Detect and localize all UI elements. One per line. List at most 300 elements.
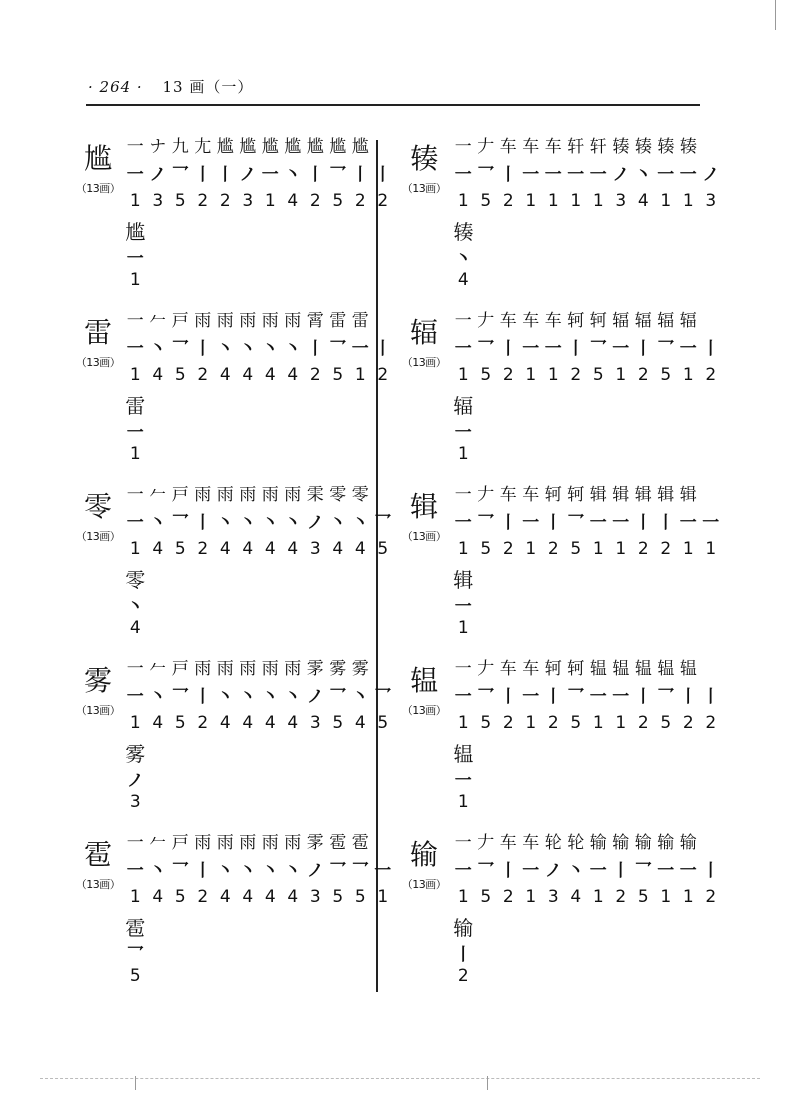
progression-glyph: 一 — [126, 311, 144, 331]
stroke-number: 4 — [219, 365, 231, 385]
stroke-number: 5 — [332, 191, 344, 211]
progression-glyph: 车 — [522, 659, 540, 679]
stroke-number: 1 — [129, 539, 141, 559]
stroke-number: 4 — [354, 713, 366, 733]
stroke-shape: 一 — [454, 687, 472, 707]
stroke-shape-row — [124, 860, 394, 882]
stroke-number: 5 — [570, 713, 582, 733]
stroke-progression-row — [124, 310, 372, 332]
stroke-number: 2 — [547, 713, 559, 733]
continuation-number: 4 — [129, 618, 141, 638]
stroke-shape: 丨 — [634, 339, 652, 359]
progression-glyph: 雨 — [284, 311, 302, 331]
progression-glyph: 辏 — [657, 137, 675, 157]
stroke-shape: 一 — [522, 861, 540, 881]
stroke-shape-row — [124, 686, 394, 708]
stroke-number: 5 — [174, 539, 186, 559]
stroke-count-note: （13画） — [75, 530, 121, 543]
stroke-number-row — [452, 190, 722, 212]
stroke-number: 4 — [152, 713, 164, 733]
stroke-shape: 一 — [126, 165, 144, 185]
stroke-shape: 丶 — [351, 687, 369, 707]
scan-mark — [775, 0, 776, 30]
progression-glyph: 戸 — [171, 311, 189, 331]
stroke-number: 1 — [525, 887, 537, 907]
progression-glyph: 雾 — [351, 659, 369, 679]
progression-glyph: 雹 — [351, 833, 369, 853]
stroke-number: 1 — [615, 365, 627, 385]
progression-glyph: ナ — [149, 137, 167, 157]
stroke-number: 2 — [615, 887, 627, 907]
page-number: · 264 · — [88, 78, 143, 96]
progression-glyph: 轩 — [589, 137, 607, 157]
continuation-char: 辐 — [453, 394, 474, 418]
progression-glyph: 一 — [126, 833, 144, 853]
progression-glyph: 九 — [171, 137, 189, 157]
stroke-shape: 乛 — [374, 513, 392, 533]
headword-char: 零 — [83, 490, 112, 523]
stroke-shape: 丶 — [216, 339, 234, 359]
stroke-shape: 一 — [679, 165, 697, 185]
stroke-shape-row — [452, 338, 722, 360]
stroke-shape: ノ — [306, 861, 324, 881]
stroke-shape: 丶 — [261, 861, 279, 881]
progression-glyph: 尴 — [261, 137, 279, 157]
stroke-shape: 一 — [679, 513, 697, 533]
stroke-shape: 乛 — [171, 687, 189, 707]
stroke-number: 2 — [354, 191, 366, 211]
stroke-number-row — [452, 364, 722, 386]
progression-glyph: 霄 — [306, 311, 324, 331]
headword-char: 雾 — [83, 664, 112, 697]
continuation-char: 辑 — [453, 568, 474, 592]
headword-char: 辐 — [409, 316, 438, 349]
stroke-number: 2 — [197, 191, 209, 211]
stroke-number: 4 — [287, 365, 299, 385]
stroke-number: 1 — [705, 539, 717, 559]
stroke-shape: ノ — [306, 513, 324, 533]
stroke-shape: 一 — [612, 339, 630, 359]
progression-glyph: 雨 — [216, 485, 234, 505]
progression-glyph: 辑 — [679, 485, 697, 505]
headword-char: 雹 — [83, 838, 112, 871]
continuation-number: 1 — [129, 444, 141, 464]
stroke-number: 2 — [705, 713, 717, 733]
progression-glyph: 𠂉 — [149, 485, 167, 505]
progression-glyph: 雨 — [261, 485, 279, 505]
progression-glyph: 轩 — [567, 137, 585, 157]
continuation-number: 1 — [457, 618, 469, 638]
stroke-number: 1 — [547, 365, 559, 385]
progression-glyph: 雨 — [239, 833, 257, 853]
progression-glyph: 雾 — [329, 659, 347, 679]
progression-glyph: 轲 — [567, 659, 585, 679]
progression-glyph: 戸 — [171, 659, 189, 679]
progression-glyph: 零 — [329, 485, 347, 505]
stroke-number: 2 — [197, 539, 209, 559]
stroke-number: 1 — [457, 539, 469, 559]
stroke-number: 4 — [264, 539, 276, 559]
stroke-shape: 乛 — [329, 861, 347, 881]
stroke-shape-row — [124, 164, 394, 186]
progression-glyph: 辒 — [634, 659, 652, 679]
scan-mark — [487, 1076, 488, 1090]
stroke-number: 5 — [174, 887, 186, 907]
stroke-shape: 一 — [522, 513, 540, 533]
progression-glyph: 车 — [499, 833, 517, 853]
progression-glyph: 𠂉 — [149, 659, 167, 679]
stroke-number: 4 — [264, 365, 276, 385]
continuation-char: 辒 — [453, 742, 474, 766]
stroke-number: 5 — [592, 365, 604, 385]
stroke-shape: ノ — [544, 861, 562, 881]
headword-char: 辏 — [409, 142, 438, 175]
stroke-shape: 丨 — [634, 513, 652, 533]
stroke-shape: ノ — [702, 165, 720, 185]
stroke-shape: 一 — [702, 513, 720, 533]
stroke-shape: 乛 — [477, 513, 495, 533]
stroke-number: 1 — [129, 191, 141, 211]
stroke-shape: 一 — [454, 513, 472, 533]
stroke-number: 1 — [682, 539, 694, 559]
progression-glyph: 雨 — [194, 311, 212, 331]
progression-glyph: 一 — [126, 659, 144, 679]
progression-glyph: 轮 — [567, 833, 585, 853]
stroke-number: 2 — [309, 365, 321, 385]
stroke-shape: 丨 — [351, 165, 369, 185]
stroke-number: 2 — [502, 539, 514, 559]
stroke-number: 1 — [377, 887, 389, 907]
stroke-shape: 一 — [351, 339, 369, 359]
stroke-shape: 一 — [454, 165, 472, 185]
progression-glyph: 辐 — [612, 311, 630, 331]
stroke-shape: 丶 — [239, 339, 257, 359]
stroke-shape: 丶 — [261, 513, 279, 533]
stroke-shape: 丨 — [194, 861, 212, 881]
progression-glyph: 车 — [544, 137, 562, 157]
progression-glyph: 一 — [454, 833, 472, 853]
stroke-number: 1 — [547, 191, 559, 211]
stroke-number: 1 — [660, 191, 672, 211]
stroke-shape: 乛 — [374, 687, 392, 707]
stroke-shape: 乛 — [567, 687, 585, 707]
stroke-shape: 丶 — [239, 687, 257, 707]
continuation-stroke: 一 — [454, 771, 472, 791]
stroke-shape: 一 — [544, 165, 562, 185]
stroke-number: 1 — [457, 713, 469, 733]
stroke-shape: 一 — [126, 513, 144, 533]
progression-glyph: 辒 — [589, 659, 607, 679]
stroke-shape: 一 — [454, 861, 472, 881]
continuation-number: 2 — [457, 966, 469, 986]
stroke-progression-row — [452, 136, 700, 158]
stroke-shape: 丶 — [567, 861, 585, 881]
stroke-shape: 丨 — [567, 339, 585, 359]
stroke-shape: 乛 — [351, 861, 369, 881]
stroke-number: 2 — [197, 887, 209, 907]
continuation-char: 雷 — [125, 394, 146, 418]
stroke-shape: 一 — [679, 339, 697, 359]
stroke-number: 4 — [242, 713, 254, 733]
stroke-number: 2 — [660, 539, 672, 559]
progression-glyph: 雬 — [306, 485, 324, 505]
stroke-shape: 丶 — [239, 513, 257, 533]
stroke-shape: 乛 — [477, 165, 495, 185]
progression-glyph: 车 — [499, 659, 517, 679]
progression-glyph: 雨 — [284, 659, 302, 679]
stroke-number: 1 — [592, 191, 604, 211]
stroke-number: 3 — [309, 887, 321, 907]
progression-glyph: 辏 — [612, 137, 630, 157]
stroke-shape: 乛 — [477, 861, 495, 881]
stroke-number: 2 — [547, 539, 559, 559]
stroke-number: 5 — [480, 191, 492, 211]
stroke-number-row — [452, 712, 722, 734]
progression-glyph: 尴 — [329, 137, 347, 157]
stroke-shape: 丶 — [239, 861, 257, 881]
progression-glyph: 𠂇 — [477, 485, 495, 505]
stroke-shape: 丶 — [149, 513, 167, 533]
progression-glyph: 雨 — [194, 833, 212, 853]
header-rule — [86, 104, 700, 106]
progression-glyph: 雨 — [216, 659, 234, 679]
stroke-shape: 一 — [612, 513, 630, 533]
continuation-char: 雾 — [125, 742, 146, 766]
stroke-number: 5 — [332, 887, 344, 907]
stroke-number: 5 — [174, 191, 186, 211]
stroke-progression-row — [452, 658, 700, 680]
stroke-number: 1 — [525, 365, 537, 385]
footer-rule — [40, 1078, 760, 1079]
stroke-shape-row — [452, 512, 722, 534]
stroke-number: 5 — [354, 887, 366, 907]
stroke-number: 4 — [219, 713, 231, 733]
progression-glyph: 雨 — [194, 485, 212, 505]
stroke-count-note: （13画） — [401, 704, 447, 717]
stroke-number: 1 — [457, 887, 469, 907]
stroke-shape: 一 — [522, 687, 540, 707]
continuation-number: 1 — [129, 270, 141, 290]
continuation-stroke: 乛 — [126, 945, 144, 965]
progression-glyph: 雨 — [239, 485, 257, 505]
stroke-number: 4 — [242, 539, 254, 559]
progression-glyph: 一 — [454, 485, 472, 505]
stroke-number: 1 — [682, 887, 694, 907]
stroke-shape: 乛 — [171, 513, 189, 533]
progression-glyph: 车 — [499, 311, 517, 331]
stroke-number: 4 — [152, 365, 164, 385]
continuation-number: 1 — [457, 444, 469, 464]
stroke-shape: 丨 — [306, 339, 324, 359]
stroke-shape: 丨 — [499, 861, 517, 881]
stroke-shape: 一 — [657, 165, 675, 185]
progression-glyph: 车 — [499, 137, 517, 157]
stroke-number-row — [124, 190, 394, 212]
progression-glyph: 尴 — [216, 137, 234, 157]
stroke-number: 1 — [129, 887, 141, 907]
progression-glyph: 雨 — [284, 833, 302, 853]
stroke-number: 1 — [525, 191, 537, 211]
stroke-progression-row — [124, 832, 372, 854]
stroke-number: 4 — [637, 191, 649, 211]
stroke-number: 5 — [332, 713, 344, 733]
stroke-shape: 丨 — [544, 513, 562, 533]
stroke-shape: 丨 — [634, 687, 652, 707]
stroke-number: 5 — [174, 365, 186, 385]
progression-glyph: 输 — [657, 833, 675, 853]
progression-glyph: 辐 — [657, 311, 675, 331]
stroke-shape: 丶 — [329, 513, 347, 533]
progression-glyph: 𠂇 — [477, 833, 495, 853]
continuation-stroke: 一 — [454, 423, 472, 443]
stroke-shape: 丨 — [702, 339, 720, 359]
progression-glyph: 轮 — [544, 833, 562, 853]
stroke-number: 1 — [354, 365, 366, 385]
stroke-number: 5 — [480, 365, 492, 385]
stroke-shape: 乛 — [329, 687, 347, 707]
stroke-number: 1 — [592, 539, 604, 559]
stroke-shape: 丨 — [216, 165, 234, 185]
stroke-shape: 丶 — [149, 687, 167, 707]
stroke-number: 2 — [502, 713, 514, 733]
progression-glyph: 𠂉 — [149, 833, 167, 853]
stroke-number: 2 — [705, 365, 717, 385]
stroke-shape: 丨 — [194, 513, 212, 533]
stroke-shape: 乛 — [657, 687, 675, 707]
stroke-shape: 乛 — [171, 339, 189, 359]
stroke-count-note: （13画） — [401, 182, 447, 195]
stroke-shape: 丨 — [499, 165, 517, 185]
stroke-progression-row — [452, 310, 700, 332]
stroke-shape: 乛 — [171, 861, 189, 881]
stroke-progression-row — [124, 484, 372, 506]
progression-glyph: 辑 — [634, 485, 652, 505]
stroke-number: 1 — [264, 191, 276, 211]
continuation-stroke: ノ — [126, 771, 144, 791]
stroke-shape: 丨 — [679, 687, 697, 707]
stroke-number: 1 — [660, 887, 672, 907]
stroke-shape: ノ — [239, 165, 257, 185]
stroke-shape: 丶 — [284, 687, 302, 707]
stroke-shape: 乛 — [171, 165, 189, 185]
stroke-shape: 一 — [454, 339, 472, 359]
progression-glyph: 雨 — [239, 311, 257, 331]
stroke-number: 4 — [264, 713, 276, 733]
progression-glyph: 雷 — [329, 311, 347, 331]
progression-glyph: 车 — [544, 311, 562, 331]
stroke-number-row — [452, 538, 722, 560]
progression-glyph: 雷 — [351, 311, 369, 331]
continuation-number: 5 — [129, 966, 141, 986]
stroke-number: 1 — [457, 191, 469, 211]
stroke-shape: 丶 — [284, 861, 302, 881]
progression-glyph: 车 — [522, 833, 540, 853]
progression-glyph: 雨 — [194, 659, 212, 679]
stroke-number: 2 — [682, 713, 694, 733]
stroke-number: 1 — [457, 365, 469, 385]
page-header — [88, 76, 253, 97]
stroke-shape: 一 — [522, 339, 540, 359]
stroke-shape: 丨 — [499, 513, 517, 533]
continuation-number: 4 — [457, 270, 469, 290]
stroke-count-note: （13画） — [401, 356, 447, 369]
stroke-number: 3 — [705, 191, 717, 211]
headword-char: 辒 — [409, 664, 438, 697]
stroke-shape: 一 — [589, 861, 607, 881]
stroke-number: 4 — [570, 887, 582, 907]
stroke-number: 3 — [309, 539, 321, 559]
progression-glyph: 雹 — [329, 833, 347, 853]
stroke-number: 5 — [660, 713, 672, 733]
stroke-number: 2 — [502, 365, 514, 385]
progression-glyph: 车 — [522, 137, 540, 157]
stroke-number: 3 — [547, 887, 559, 907]
stroke-shape: 乛 — [634, 861, 652, 881]
stroke-shape: 丶 — [149, 861, 167, 881]
stroke-shape: 丶 — [216, 513, 234, 533]
stroke-number: 2 — [197, 365, 209, 385]
headword-char: 雷 — [83, 316, 112, 349]
stroke-number: 1 — [592, 713, 604, 733]
continuation-stroke: 丨 — [454, 945, 472, 965]
stroke-number: 4 — [219, 887, 231, 907]
stroke-shape: 丨 — [374, 165, 392, 185]
stroke-shape: 一 — [589, 687, 607, 707]
stroke-progression-row — [452, 832, 700, 854]
stroke-number: 2 — [309, 191, 321, 211]
stroke-number: 2 — [502, 191, 514, 211]
stroke-number: 5 — [377, 539, 389, 559]
progression-glyph: 辒 — [679, 659, 697, 679]
stroke-number-row — [124, 886, 394, 908]
continuation-number: 3 — [129, 792, 141, 812]
stroke-shape: 丨 — [374, 339, 392, 359]
progression-glyph: 𠂇 — [477, 311, 495, 331]
progression-glyph: 雨 — [261, 311, 279, 331]
progression-glyph: 雨 — [216, 311, 234, 331]
stroke-shape: 一 — [522, 165, 540, 185]
stroke-number-row — [124, 538, 394, 560]
stroke-shape: 一 — [612, 687, 630, 707]
stroke-number: 2 — [705, 887, 717, 907]
scan-mark — [135, 1076, 136, 1090]
stroke-shape: ノ — [149, 165, 167, 185]
stroke-number: 4 — [152, 539, 164, 559]
stroke-number: 2 — [637, 713, 649, 733]
stroke-number: 4 — [152, 887, 164, 907]
progression-glyph: 辐 — [679, 311, 697, 331]
stroke-number: 1 — [129, 365, 141, 385]
stroke-shape-row — [452, 860, 722, 882]
stroke-shape: 丨 — [702, 861, 720, 881]
stroke-shape: 一 — [261, 165, 279, 185]
stroke-number: 4 — [219, 539, 231, 559]
stroke-shape: 丨 — [194, 165, 212, 185]
stroke-shape: 丶 — [634, 165, 652, 185]
stroke-shape: 一 — [544, 339, 562, 359]
stroke-count-note: （13画） — [75, 182, 121, 195]
stroke-number: 5 — [480, 887, 492, 907]
stroke-shape: ノ — [612, 165, 630, 185]
stroke-progression-row — [124, 136, 372, 158]
stroke-number: 5 — [480, 713, 492, 733]
stroke-number: 5 — [660, 365, 672, 385]
continuation-char: 输 — [453, 916, 474, 940]
stroke-progression-row — [124, 658, 372, 680]
progression-glyph: 辏 — [679, 137, 697, 157]
stroke-shape: 丶 — [216, 687, 234, 707]
progression-glyph: 尴 — [239, 137, 257, 157]
